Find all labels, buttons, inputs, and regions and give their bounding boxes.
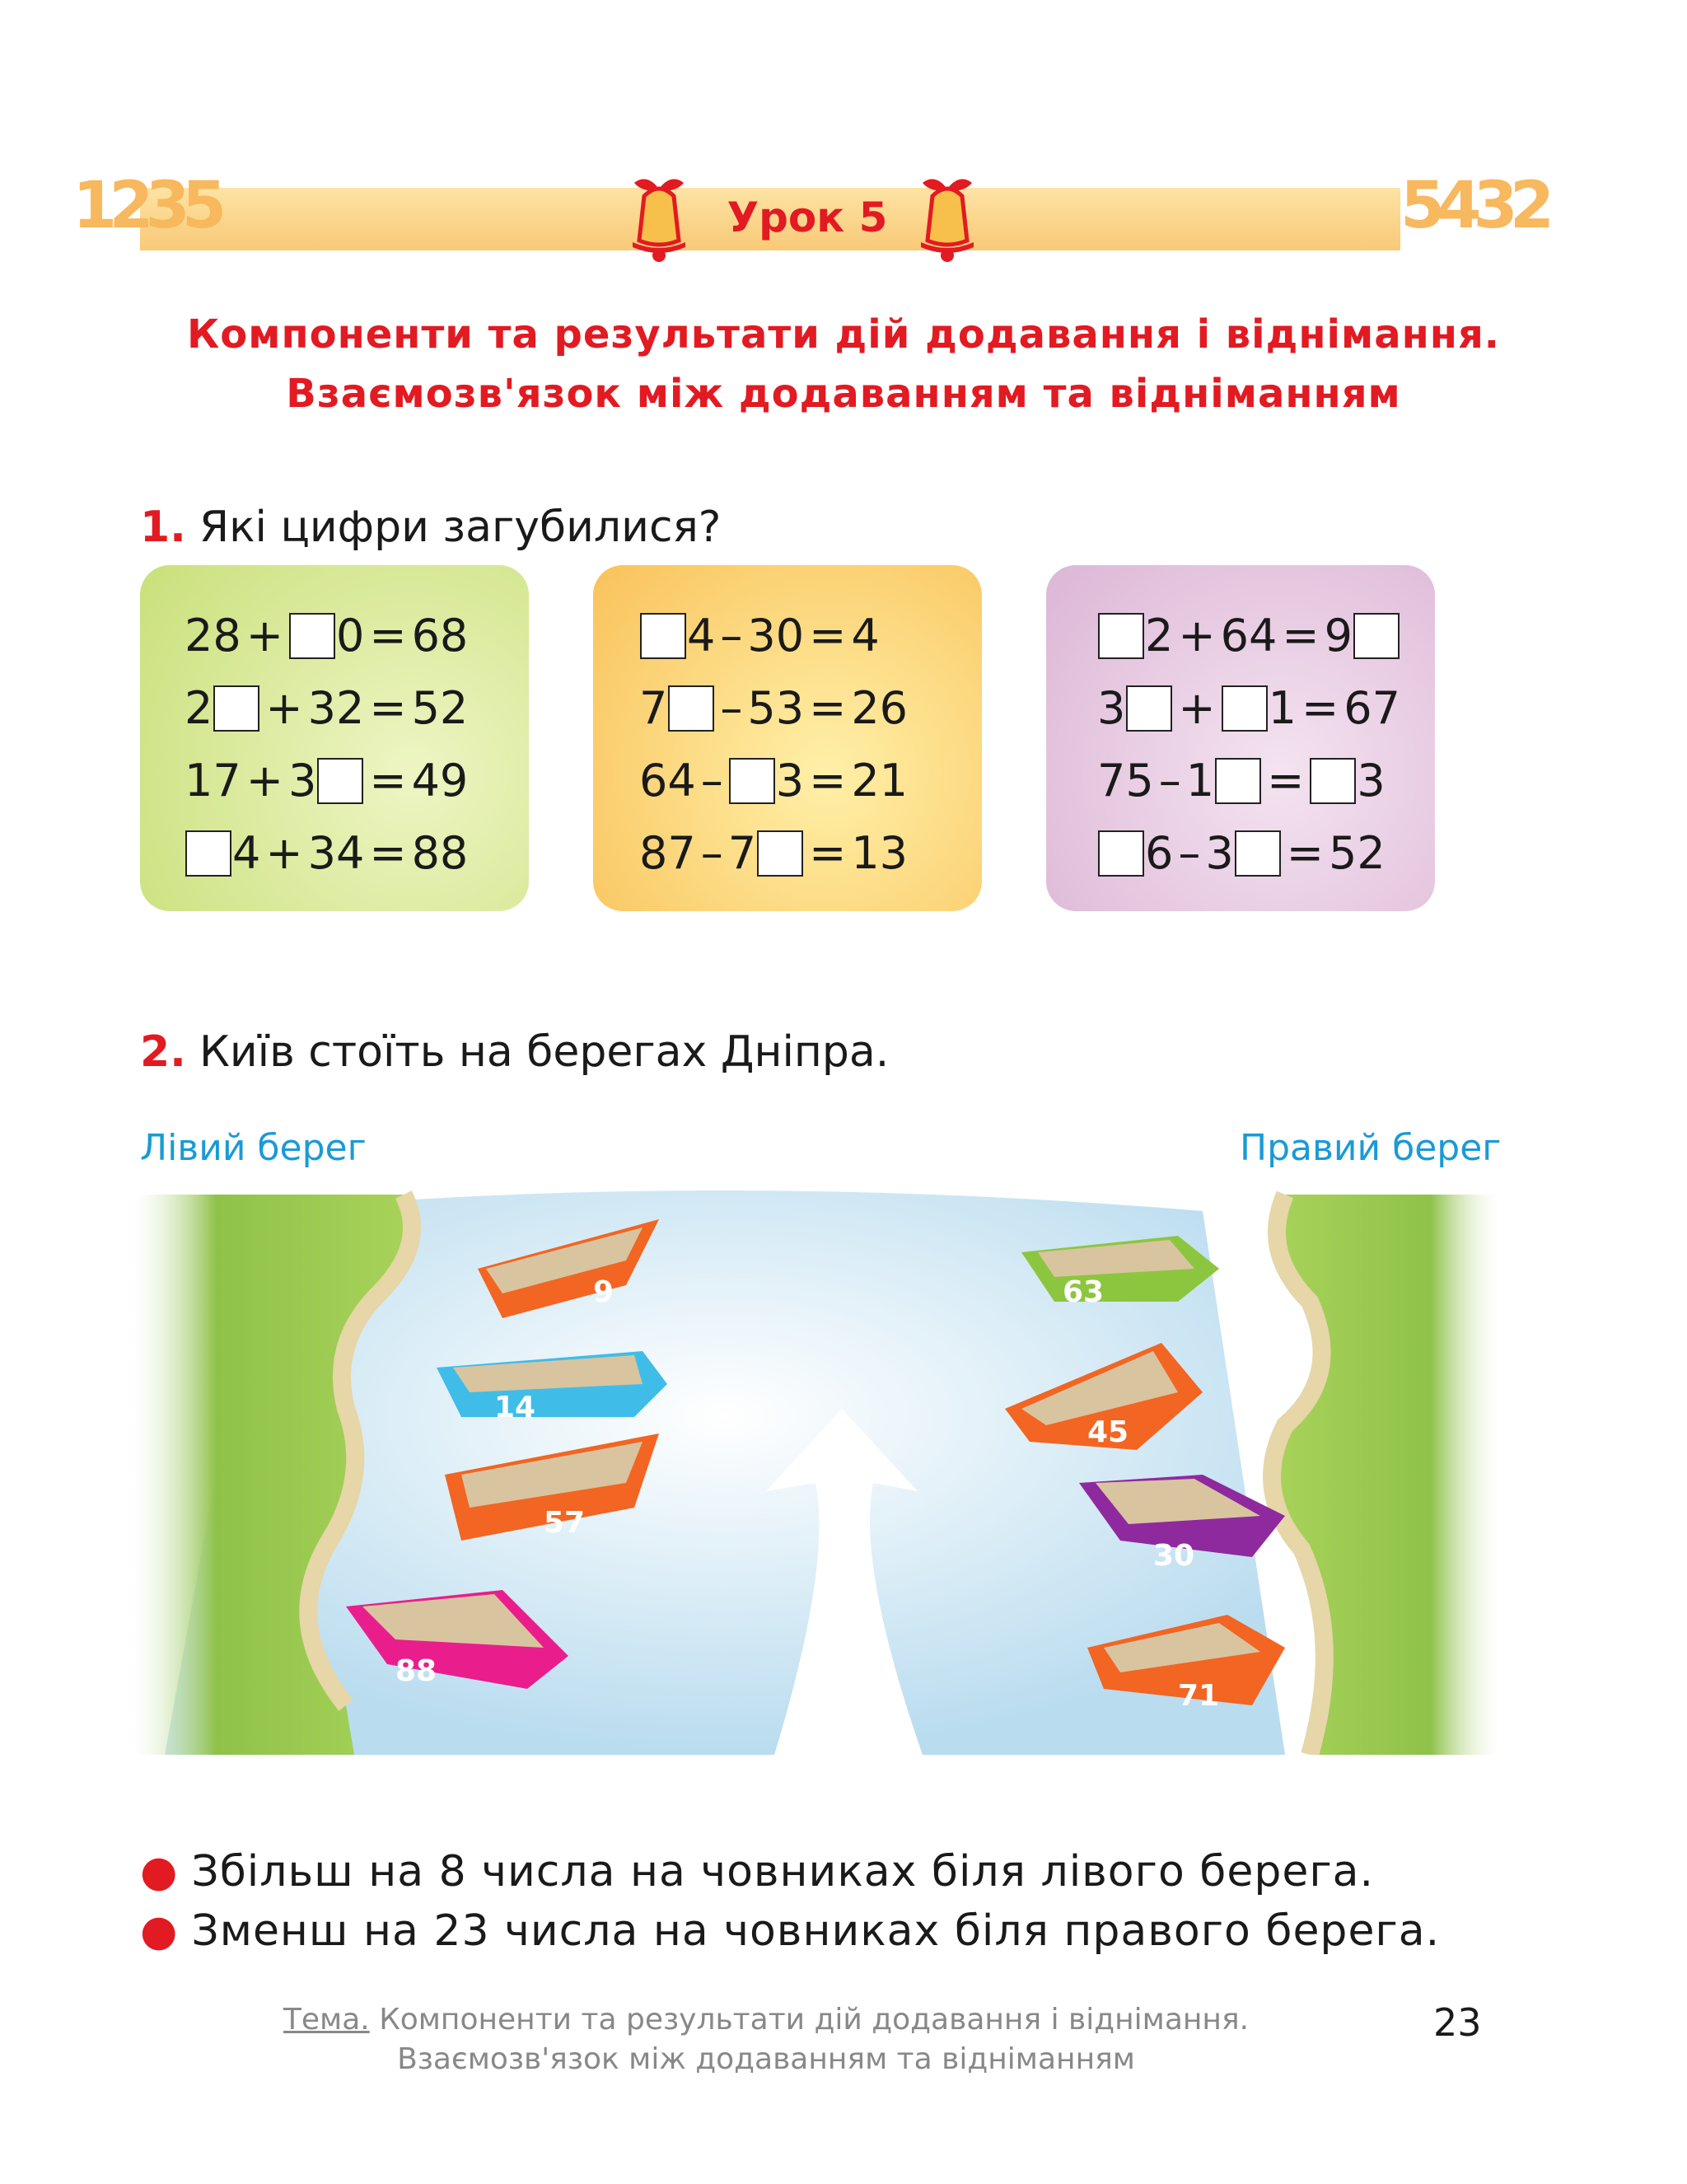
task-bullet-text: Зменш на 23 числа на човниках біля правого берега. [191,1906,1441,1956]
missing-digit-box[interactable] [213,685,259,732]
equation-card-green [140,565,529,911]
equation-number: 4 [851,610,880,662]
equation-number: 53 [747,682,805,734]
task-bullet [140,1901,1440,1961]
equation-operator: = [1267,755,1305,807]
equation-number: 26 [851,682,909,734]
equation-row [593,672,982,745]
equation-operator: – [720,610,743,662]
equation-row [140,672,529,745]
right-boat-number: 30 [1153,1539,1195,1573]
footer-topic-line-2: Взаємозв'язок між додаванням та відніманням [397,2042,1135,2076]
task-bullet [140,1842,1374,1901]
bell-icon [619,175,699,265]
equation-number: 75 [1097,755,1154,807]
equation-row [1046,600,1435,672]
left-boat-number: 9 [593,1275,615,1309]
equation-number: 34 [307,827,365,879]
equation-operator: – [700,755,723,807]
river-illustration [132,1178,1499,1755]
missing-digit-box[interactable] [289,613,335,659]
equation-number: 3 [1205,827,1234,879]
equation-operator: + [245,755,283,807]
equation-row [140,817,529,890]
equation-number: 3 [1357,755,1386,807]
missing-digit-box[interactable] [1353,613,1400,659]
equation-number: 7 [639,682,668,734]
bullet-dot-icon: ● [140,1847,179,1896]
equation-operator: = [369,827,407,879]
exercise-text: Київ стоїть на берегах Дніпра. [199,1027,890,1077]
topic-title-line-1: Компоненти та результати дій додавання і віднімання. [187,311,1500,358]
equation-number: 3 [287,755,317,807]
equation-operator: = [1282,610,1320,662]
left-boat-number: 88 [395,1654,437,1688]
missing-digit-box[interactable] [1098,613,1144,659]
topic-title-line-2: Взаємозв'язок між додаванням та відніманням [286,371,1401,417]
equation-operator: – [1178,827,1201,879]
equation-operator: – [1158,755,1181,807]
equation-number: 3 [1097,682,1126,734]
exercise-number: 2. [140,1027,186,1077]
equation-operator: = [809,610,847,662]
page-footer [280,2000,1252,2079]
equation-number: 4 [232,827,261,879]
footer-topic-line-1: Компоненти та результати дій додавання і віднімання. [379,2003,1250,2037]
equation-number: 87 [639,827,696,879]
equation-card-orange [593,565,982,911]
equation-row [1046,745,1435,817]
equation-number: 32 [307,682,365,734]
equation-number: 52 [1328,827,1386,879]
missing-digit-box[interactable] [317,758,363,804]
equation-operator: + [265,682,303,734]
equation-operator: + [1178,610,1216,662]
right-boat-number: 63 [1063,1275,1105,1309]
equation-number: 2 [185,682,213,734]
equation-number: 64 [1220,610,1278,662]
equation-operator: = [1286,827,1324,879]
decorative-digits-left: 1235 [72,169,219,243]
missing-digit-box[interactable] [185,830,231,877]
equation-number: 6 [1145,827,1174,879]
decorative-digits-right: 5432 [1400,169,1547,243]
equation-number: 49 [411,755,469,807]
equation-operator: – [700,827,723,879]
equation-number: 52 [411,682,469,734]
exercise-2-heading [140,1023,889,1081]
equation-operator: + [1178,682,1216,734]
missing-digit-box[interactable] [1235,830,1281,877]
missing-digit-box[interactable] [1222,685,1268,732]
equation-number: 67 [1344,682,1400,734]
equation-number: 17 [185,755,241,807]
equation-number: 3 [775,755,805,807]
missing-digit-box[interactable] [640,613,686,659]
left-boat-number: 14 [494,1391,536,1424]
right-shore-label: Правий берег [1240,1127,1502,1169]
equation-operator: + [265,827,303,879]
left-boat-number: 57 [544,1506,586,1540]
equation-number: 2 [1145,610,1174,662]
page-number: 23 [1433,2000,1482,2045]
bell-icon [908,175,987,265]
missing-digit-box[interactable] [1310,758,1356,804]
equation-card-purple [1046,565,1435,911]
footer-line-1 [280,2000,1252,2040]
equation-operator: = [809,755,847,807]
missing-digit-box[interactable] [1126,685,1172,732]
equation-number: 88 [411,827,469,879]
equation-operator: = [369,755,407,807]
equation-row [593,745,982,817]
missing-digit-box[interactable] [757,830,803,877]
equation-operator: – [720,682,743,734]
equation-number: 4 [687,610,716,662]
equation-number: 1 [1185,755,1215,807]
equation-number: 13 [851,827,909,879]
equation-number: 28 [185,610,241,662]
exercise-number: 1. [140,503,186,552]
equation-number: 1 [1268,682,1297,734]
equation-number: 64 [639,755,696,807]
equation-row [1046,672,1435,745]
equation-number: 68 [411,610,469,662]
missing-digit-box[interactable] [1098,830,1144,877]
equation-operator: = [369,610,407,662]
equation-number: 7 [727,827,757,879]
equation-operator: = [369,682,407,734]
equation-operator: = [809,827,847,879]
equation-row [140,745,529,817]
missing-digit-box[interactable] [668,685,714,732]
right-boat-number: 71 [1178,1679,1220,1713]
left-shore-label: Лівий берег [140,1127,367,1169]
equation-number: 30 [747,610,805,662]
topic-title [82,305,1605,423]
right-boat-number: 45 [1087,1415,1129,1449]
equation-row [593,817,982,890]
equation-operator: = [809,682,847,734]
equation-operator: = [1301,682,1339,734]
equation-row [593,600,982,672]
equation-row [1046,817,1435,890]
lesson-title: Урок 5 [727,194,888,241]
missing-digit-box[interactable] [1215,758,1261,804]
exercise-1-heading [140,498,721,556]
exercise-question: Які цифри загубилися? [199,503,722,552]
equation-number: 21 [851,755,909,807]
footer-label: Тема. [283,2003,370,2037]
equation-row [140,600,529,672]
bullet-dot-icon: ● [140,1906,179,1956]
equation-operator: + [245,610,283,662]
missing-digit-box[interactable] [729,758,775,804]
equation-number: 9 [1324,610,1353,662]
equation-number: 0 [335,610,365,662]
task-bullet-text: Збільш на 8 числа на човниках біля лівого берега. [191,1847,1375,1896]
